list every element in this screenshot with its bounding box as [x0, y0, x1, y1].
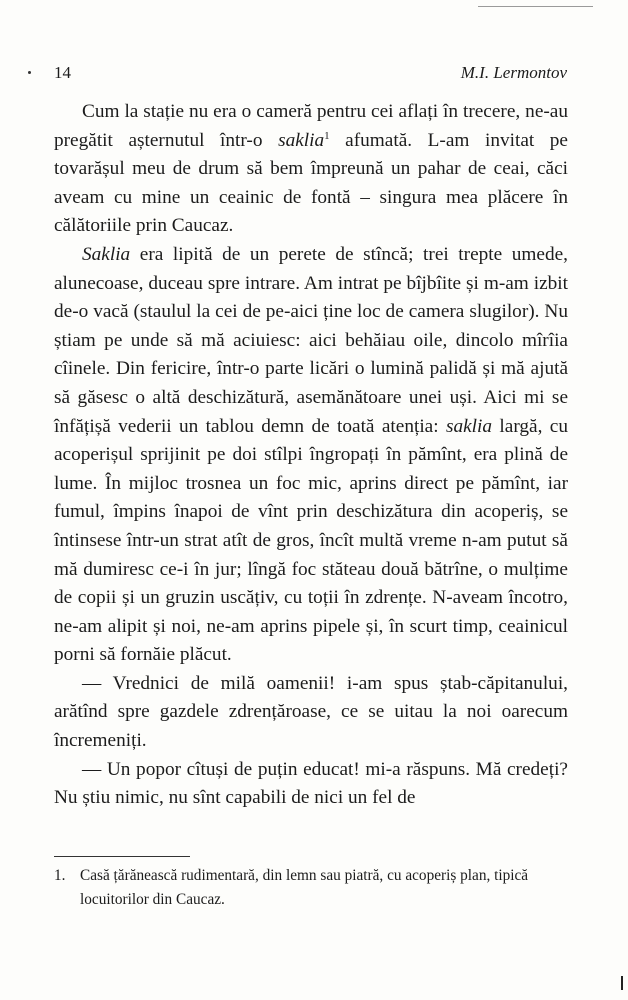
- scan-edge-line: [478, 6, 593, 7]
- paragraph-2: Saklia era lipită de un perete de stîncă; trei trepte umede, alunecoase, duceau spre intrare. Am intrat pe bîjbîite și m-am izbit de-o vacă (staulul la cei de pe-aici ține loc de camera slugilor). Nu știam pe unde să mă aciuiesc: aici behăiau oile, dincolo mîrîia cîinele. Din fericire, într-o parte licări o lumină palidă și mă ajută să găsesc o altă deschizătură, asemănătoare unei uși. Aici mi se înfățișă vederii un tablou demn de toată atenția: saklia largă, cu acoperișul sprijinit pe doi stîlpi îngropați în pămînt, era plină de lume. În mijloc trosnea un foc mic, aprins direct pe pămînt, iar fumul, împins înapoi de vînt prin deschizătura din acoperiș, se întinsese într-un strat atît de gros, încît multă vreme n-am putut să mă dumiresc ce-i în jur; lîngă foc stăteau două bătrîne, o mulțime de copii și un gruzin uscățiv, cu toții în zdrențe. N-aveam încotro, ne-am alipit și noi, ne-am aprins pipele și, în scurt timp, ceainicul porni să fornăie plăcut.: [54, 243, 568, 666]
- term-saklia: saklia: [278, 129, 325, 151]
- page-number: 14: [54, 63, 71, 82]
- scan-edge-mark: [621, 976, 623, 990]
- term-saklia: saklia: [445, 415, 493, 437]
- scan-dot: [28, 71, 31, 74]
- footnote-divider: [54, 856, 190, 857]
- body-text: [54, 98, 568, 813]
- paragraph-1: Cum la stație nu era o cameră pentru cei aflați în trecere, ne-au pregătit așternutul într-o saklia$^1$ afumată. L-am invitat pe tovarășul meu de drum să bem împreună un pahar de ceai, căci aveam cu mine un ceainic de fontă – singura mea plăcere în călătoriile prin Caucaz.: [54, 101, 568, 237]
- paragraph-4: — Un popor cîtuși de puțin educat! mi-a răspuns. Mă credeți? Nu știu nimic, nu sînt capabili de nici un fel de: [54, 758, 568, 809]
- footnote-ref[interactable]: 1: [324, 129, 330, 142]
- paragraph-3: — Vrednici de milă oamenii! i-am spus ștab-căpitanului, arătînd spre gazdele zdrențăroase, ce se uitau la noi oarecum încremeniți.: [54, 672, 568, 752]
- running-head-author: M.I. Lermontov: [460, 63, 567, 82]
- footnote-text: Casă țărănească rudimentară, din lemn sau piatră, cu acoperiș plan, tipică locuitorilor din Caucaz.: [80, 867, 529, 908]
- term-saklia: Saklia: [82, 243, 131, 265]
- footnote: [54, 864, 568, 912]
- footnote-number: 1.: [54, 867, 66, 884]
